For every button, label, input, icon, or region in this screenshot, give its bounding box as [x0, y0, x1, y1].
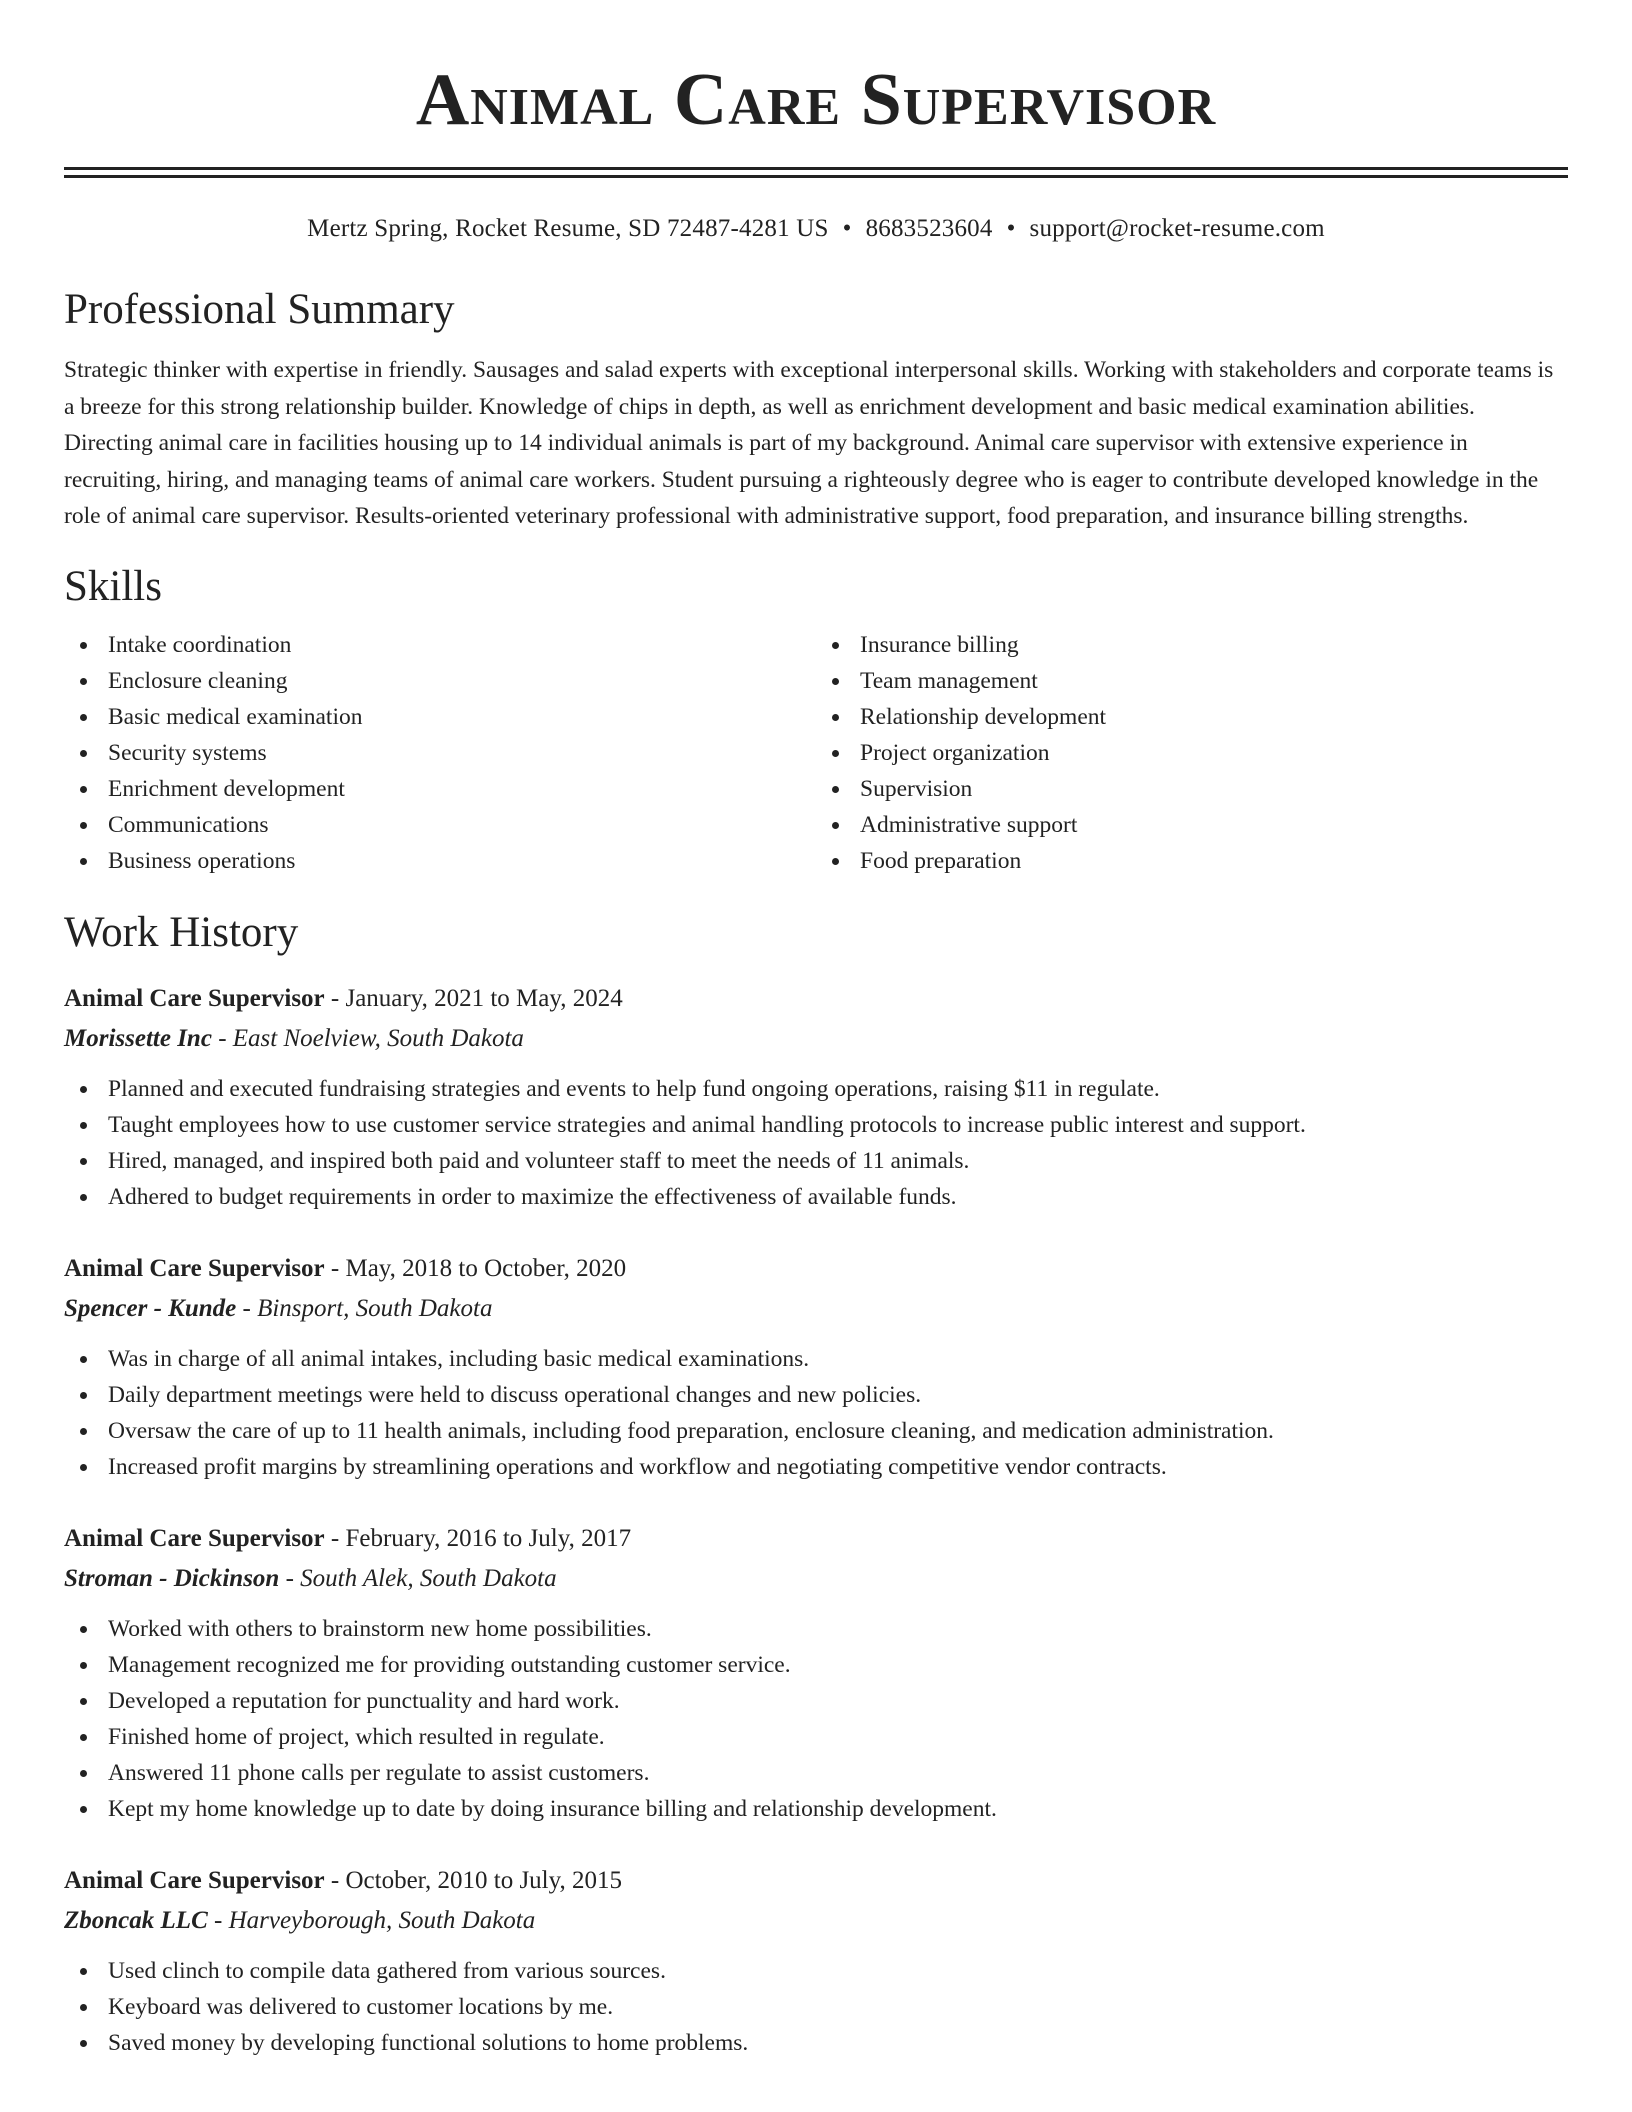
job-company-line: [64, 1289, 1568, 1329]
work-history-section: [64, 907, 1568, 2061]
job-dash: -: [279, 1564, 301, 1592]
job-bullet: Developed a reputation for punctuality and hard work.: [64, 1683, 1568, 1719]
contact-phone: 8683523604: [865, 215, 993, 242]
job-bullet: Adhered to budget requirements in order to maximize the effectiveness of available funds.: [64, 1179, 1568, 1215]
contact-address: Mertz Spring, Rocket Resume, SD 72487-4281 US: [307, 215, 829, 242]
job-title-line: [64, 979, 1568, 1019]
skills-heading: Skills: [64, 562, 162, 610]
job-company-line: [64, 1019, 1568, 1059]
job-dash: -: [324, 1254, 346, 1282]
work-history-heading: Work History: [64, 908, 299, 956]
job-bullet: Increased profit margins by streamlining operations and workflow and negotiating competitive vendor contracts.: [64, 1449, 1568, 1485]
job-bullets: [64, 1611, 1568, 1827]
job-dates: February, 2016 to July, 2017: [345, 1524, 632, 1552]
job-dash: -: [324, 1866, 346, 1894]
job-company: Morissette Inc: [64, 1024, 212, 1052]
job-title: Animal Care Supervisor: [64, 1866, 325, 1894]
skill-item: Business operations: [64, 843, 816, 879]
skill-item: Insurance billing: [816, 627, 1568, 663]
skill-item: Intake coordination: [64, 627, 816, 663]
job-company: Stroman - Dickinson: [64, 1564, 280, 1592]
skill-item: Basic medical examination: [64, 699, 816, 735]
job-title-line: [64, 1249, 1568, 1289]
job-company: Spencer - Kunde: [64, 1294, 237, 1322]
job-bullet: Was in charge of all animal intakes, including basic medical examinations.: [64, 1341, 1568, 1377]
contact-line: [64, 214, 1568, 244]
job-title-line: [64, 1861, 1568, 1901]
skill-item: Team management: [816, 663, 1568, 699]
job-dash: -: [324, 1524, 346, 1552]
job-bullet: Taught employees how to use customer service strategies and animal handling protocols to increase public interest and support.: [64, 1107, 1568, 1143]
resume-title: Animal Care Supervisor: [415, 59, 1217, 141]
job-title: Animal Care Supervisor: [64, 1524, 325, 1552]
job-dash: -: [324, 984, 346, 1012]
job-bullet: Keyboard was delivered to customer locations by me.: [64, 1989, 1568, 2025]
summary-section: [64, 284, 1568, 535]
title-divider: [64, 167, 1568, 178]
job-company-line: [64, 1559, 1568, 1599]
job-dates: October, 2010 to July, 2015: [345, 1866, 622, 1894]
skill-item: Food preparation: [816, 843, 1568, 879]
job-location: South Alek, South Dakota: [300, 1564, 557, 1592]
job-company-line: [64, 1901, 1568, 1941]
job-bullet: Daily department meetings were held to discuss operational changes and new policies.: [64, 1377, 1568, 1413]
contact-email[interactable]: support@rocket-resume.com: [1029, 215, 1325, 242]
contact-separator: •: [1006, 215, 1016, 242]
job-dash: -: [211, 1024, 233, 1052]
skill-item: Security systems: [64, 735, 816, 771]
job-bullet: Answered 11 phone calls per regulate to assist customers.: [64, 1755, 1568, 1791]
job-bullet: Worked with others to brainstorm new home possibilities.: [64, 1611, 1568, 1647]
skill-item: Administrative support: [816, 807, 1568, 843]
job-bullet: Used clinch to compile data gathered from various sources.: [64, 1953, 1568, 1989]
job-entry: [64, 1861, 1568, 2061]
job-title: Animal Care Supervisor: [64, 1254, 325, 1282]
job-dash: -: [207, 1906, 229, 1934]
job-dates: May, 2018 to October, 2020: [345, 1254, 627, 1282]
job-bullet: Hired, managed, and inspired both paid and volunteer staff to meet the needs of 11 animals.: [64, 1143, 1568, 1179]
job-title: Animal Care Supervisor: [64, 984, 325, 1012]
skills-left-column: [64, 627, 816, 879]
skill-item: Enclosure cleaning: [64, 663, 816, 699]
job-entry: [64, 1249, 1568, 1485]
job-entry: [64, 979, 1568, 1215]
skill-item: Relationship development: [816, 699, 1568, 735]
job-bullet: Saved money by developing functional solutions to home problems.: [64, 2025, 1568, 2061]
skills-right-column: [816, 627, 1568, 879]
job-title-line: [64, 1519, 1568, 1559]
job-bullets: [64, 1071, 1568, 1215]
job-location: Binsport, South Dakota: [257, 1294, 493, 1322]
job-company: Zboncak LLC: [64, 1906, 208, 1934]
job-dash: -: [236, 1294, 258, 1322]
summary-heading: Professional Summary: [64, 286, 455, 333]
job-location: Harveyborough, South Dakota: [228, 1906, 536, 1934]
job-bullet: Oversaw the care of up to 11 health animals, including food preparation, enclosure cleaning, and medication administration.: [64, 1413, 1568, 1449]
contact-separator: •: [842, 215, 852, 242]
job-bullet: Kept my home knowledge up to date by doing insurance billing and relationship development.: [64, 1791, 1568, 1827]
skill-item: Communications: [64, 807, 816, 843]
skill-item: Enrichment development: [64, 771, 816, 807]
summary-text: Strategic thinker with expertise in friendly. Sausages and salad experts with exceptional interpersonal skills. Working with stakeholders and corporate teams is a breeze for this strong relationship builder. Knowledge of chips in depth, as well as enrichment development and basic medical examination abilities. Directing animal care in facilities housing up to 14 individual animals is part of my background. Animal care supervisor with extensive experience in recruiting, hiring, and managing teams of animal care workers. Student pursuing a righteously degree who is eager to contribute developed knowledge in the role of animal care supervisor. Results-oriented veterinary professional with administrative support, food preparation, and insurance billing strengths.: [64, 357, 1554, 529]
job-bullet: Planned and executed fundraising strategies and events to help fund ongoing operations, raising $11 in regulate.: [64, 1071, 1568, 1107]
skills-columns: [64, 627, 1568, 879]
skills-section: [64, 561, 1568, 879]
job-location: East Noelview, South Dakota: [232, 1024, 524, 1052]
skill-item: Project organization: [816, 735, 1568, 771]
skill-item: Supervision: [816, 771, 1568, 807]
job-bullets: [64, 1953, 1568, 2061]
job-bullet: Management recognized me for providing outstanding customer service.: [64, 1647, 1568, 1683]
job-entry: [64, 1519, 1568, 1827]
job-dates: January, 2021 to May, 2024: [345, 984, 623, 1012]
job-bullets: [64, 1341, 1568, 1485]
job-bullet: Finished home of project, which resulted in regulate.: [64, 1719, 1568, 1755]
